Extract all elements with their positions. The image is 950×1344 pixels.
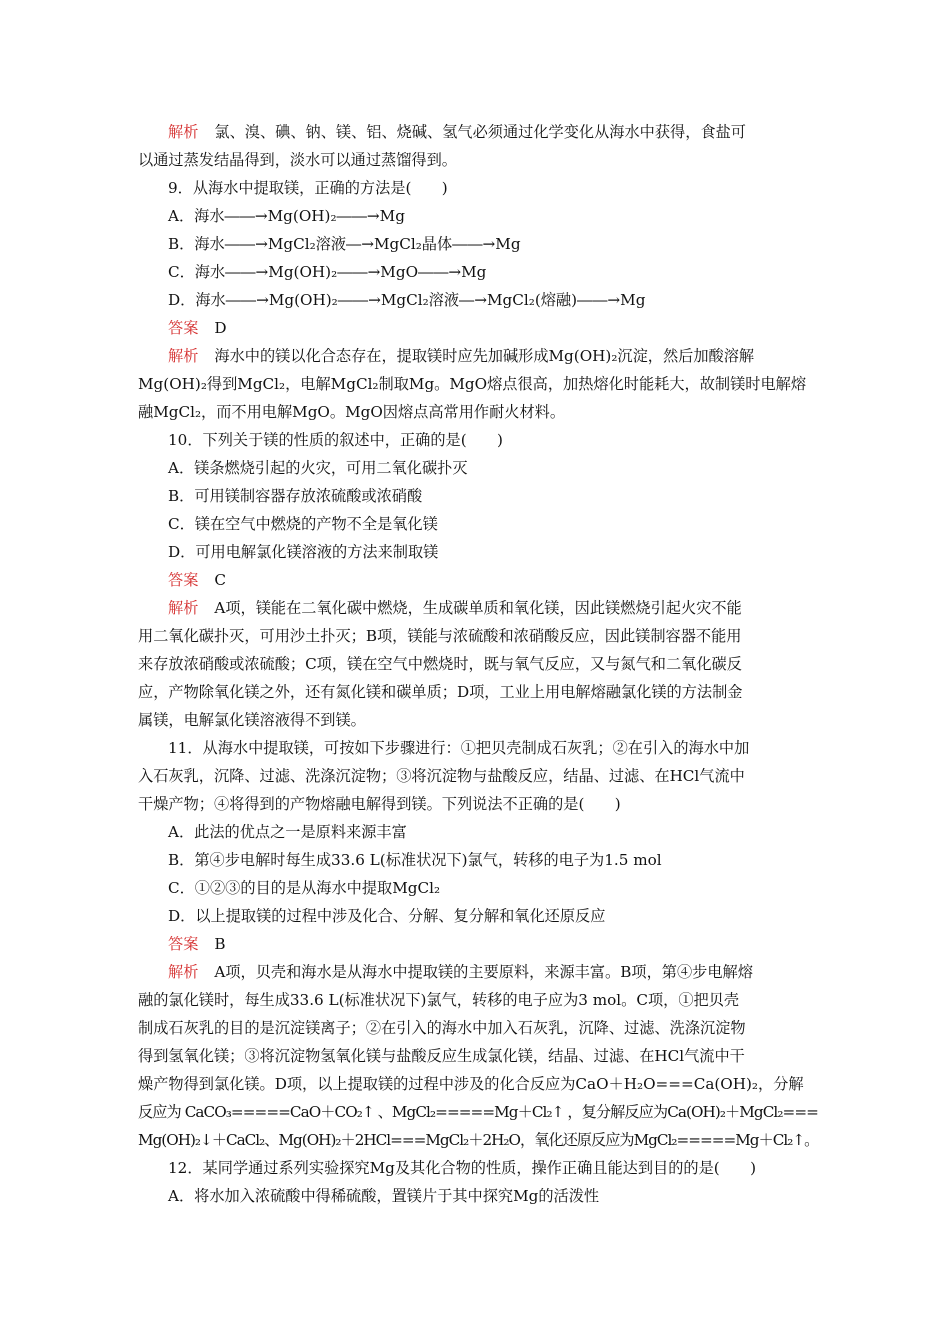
q11-option-a: A．此法的优点之一是原料来源丰富: [168, 823, 407, 841]
q9-option-c: C．海水――→Mg(OH)₂――→MgO――→Mg: [168, 263, 487, 281]
q12-option-a: A．将水加入浓硫酸中得稀硫酸，置镁片于其中探究Mg的活泼性: [168, 1187, 600, 1205]
q11-analysis-line-2: 融的氯化镁时，每生成33.6 L(标准状况下)氯气，转移的电子应为3 mol。C项，①把贝壳: [138, 991, 740, 1009]
answer-label: 答案: [168, 571, 199, 589]
q9-option-d: D．海水――→Mg(OH)₂――→MgCl₂溶液―→MgCl₂(熔融)――→Mg: [168, 291, 646, 309]
q11-stem-line-1: 11．从海水中提取镁，可按如下步骤进行：①把贝壳制成石灰乳；②在引入的海水中加: [168, 739, 750, 757]
q8-analysis-line-1: 解析 氯、溴、碘、钠、镁、铝、烧碱、氢气必须通过化学变化从海水中获得，食盐可: [168, 123, 746, 141]
q11-analysis-line-5: 燥产物得到氯化镁。D项，以上提取镁的过程中涉及的化合反应为CaO＋H₂O===Ca(OH)₂，分解: [138, 1075, 804, 1093]
q10-analysis-line-2: 用二氧化碳扑灭，可用沙土扑灭；B项，镁能与浓硫酸和浓硝酸反应，因此镁制容器不能用: [138, 627, 742, 645]
q9-option-a: A．海水――→Mg(OH)₂――→Mg: [168, 207, 405, 225]
q10-option-a: A．镁条燃烧引起的火灾，可用二氧化碳扑灭: [168, 459, 468, 477]
answer-label: 答案: [168, 935, 199, 953]
q9-answer-value: D: [214, 319, 227, 337]
q10-option-c: C．镁在空气中燃烧的产物不全是氧化镁: [168, 515, 438, 533]
q10-analysis-line-3: 来存放浓硝酸或浓硫酸；C项，镁在空气中燃烧时，既与氧气反应，又与氮气和二氧化碳反: [138, 655, 742, 673]
answer-label: 答案: [168, 319, 199, 337]
q11-option-c: C．①②③的目的是从海水中提取MgCl₂: [168, 879, 441, 897]
q9-analysis-line-1: 解析 海水中的镁以化合态存在，提取镁时应先加碱形成Mg(OH)₂沉淀，然后加酸溶解: [168, 347, 755, 365]
q10-answer-value: C: [214, 571, 226, 589]
q11-option-b: B．第④步电解时每生成33.6 L(标准状况下)氯气，转移的电子为1.5 mol: [168, 851, 662, 869]
q11-stem-line-3: 干燥产物；④将得到的产物熔融电解得到镁。下列说法不正确的是( ): [138, 795, 621, 813]
q9-answer: [138, 314, 818, 342]
q10-analysis-line-1: 解析 A项，镁能在二氧化碳中燃烧，生成碳单质和氧化镁，因此镁燃烧引起火灾不能: [168, 599, 742, 617]
q11-stem-line-2: 入石灰乳，沉降、过滤、洗涤沉淀物；③将沉淀物与盐酸反应，结晶、过滤、在HCl气流中: [138, 767, 745, 785]
q8-analysis-line-2: 以通过蒸发结晶得到，淡水可以通过蒸馏得到。: [138, 151, 457, 169]
q10-option-b: B．可用镁制容器存放浓硫酸或浓硝酸: [168, 487, 423, 505]
q10-analysis-line-5: 属镁，电解氯化镁溶液得不到镁。: [138, 711, 366, 729]
q11-answer-value: B: [214, 935, 226, 953]
q10-answer: [138, 566, 818, 594]
q9-analysis-line-2: Mg(OH)₂得到MgCl₂，电解MgCl₂制取Mg。MgO熔点很高，加热熔化时能耗大，故制镁时电解熔: [138, 375, 807, 393]
q11-analysis-line-1: 解析 A项，贝壳和海水是从海水中提取镁的主要原料，来源丰富。B项，第④步电解熔: [168, 963, 753, 981]
q11-analysis-line-6: 反应为 CaCO₃=====CaO＋CO₂↑ 、MgCl₂=====Mg＋Cl₂↑ ，复分解反应为Ca(OH)₂＋MgCl₂===: [138, 1103, 818, 1121]
analysis-label: 解析: [168, 963, 199, 981]
q11-analysis-line-4: 得到氢氧化镁；③将沉淀物氢氧化镁与盐酸反应生成氯化镁，结晶、过滤、在HCl气流中干: [138, 1047, 745, 1065]
q10-stem: 10．下列关于镁的性质的叙述中，正确的是( ): [168, 431, 503, 449]
q9-stem: 9．从海水中提取镁，正确的方法是( ): [168, 179, 448, 197]
q11-answer: [138, 930, 818, 958]
q11-analysis-line-3: 制成石灰乳的目的是沉淀镁离子；②在引入的海水中加入石灰乳，沉降、过滤、洗涤沉淀物: [138, 1019, 746, 1037]
q11-option-d: D．以上提取镁的过程中涉及化合、分解、复分解和氧化还原反应: [168, 907, 606, 925]
q11-analysis-line-7: Mg(OH)₂↓＋CaCl₂、Mg(OH)₂＋2HCl===MgCl₂＋2H₂O，氧化还原反应为MgCl₂=====Mg＋Cl₂↑。: [138, 1131, 819, 1149]
q9-option-b: B．海水――→MgCl₂溶液―→MgCl₂晶体――→Mg: [168, 235, 521, 253]
q12-stem: 12．某同学通过系列实验探究Mg及其化合物的性质，操作正确且能达到目的的是( ): [168, 1159, 757, 1177]
q10-option-d: D．可用电解氯化镁溶液的方法来制取镁: [168, 543, 439, 561]
analysis-label: 解析: [168, 123, 199, 141]
analysis-label: 解析: [168, 599, 199, 617]
q9-analysis-line-3: 融MgCl₂，而不用电解MgO。MgO因熔点高常用作耐火材料。: [138, 403, 566, 421]
analysis-label: 解析: [168, 347, 199, 365]
document-page: [138, 118, 818, 1210]
q10-analysis-line-4: 应，产物除氧化镁之外，还有氮化镁和碳单质；D项，工业上用电解熔融氯化镁的方法制金: [138, 683, 743, 701]
